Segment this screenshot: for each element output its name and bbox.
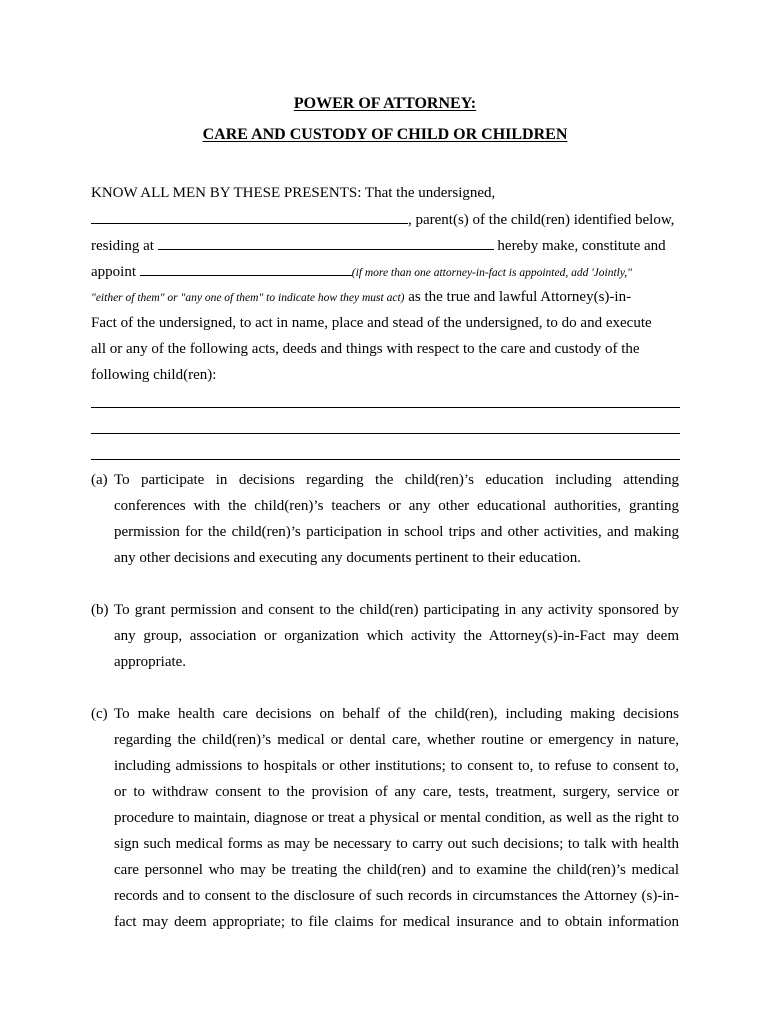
intro-line-5-text: as the true and lawful Attorney(s)-in-	[408, 289, 632, 305]
item-a-label: (a)	[91, 472, 108, 488]
intro-line-5	[91, 288, 679, 307]
intro-line-2	[91, 210, 679, 229]
child-name-line-1[interactable]	[91, 407, 680, 408]
item-b-line-1: To grant permission and consent to the child(ren) participating in any activity sponsored by	[114, 602, 679, 618]
item-c-line-2: regarding the child(ren)’s medical or dental care, whether routine or emergency in nature,	[114, 732, 679, 748]
item-b-line-3: appropriate.	[114, 654, 187, 670]
intro-line-3-label: residing at	[91, 238, 154, 254]
intro-line-6: Fact of the undersigned, to act in name, place and stead of the undersigned, to do and execute	[91, 315, 652, 331]
item-b-line-2: any group, association or organization which activity the Attorney(s)-in-Fact may deem	[114, 628, 679, 644]
intro-line-4	[91, 262, 679, 282]
item-a-line-4: any other decisions and executing any documents pertinent to their education.	[114, 550, 581, 566]
intro-line-7: all or any of the following acts, deeds and things with respect to the care and custody of the	[91, 341, 640, 357]
attorney-name-blank[interactable]	[140, 262, 352, 276]
residence-blank[interactable]	[158, 236, 494, 250]
intro-line-4-note: (if more than one attorney-in-fact is appointed, add 'Jointly,"	[351, 267, 633, 279]
intro-line-3-text: hereby make, constitute and	[497, 238, 666, 254]
document-subtitle: CARE AND CUSTODY OF CHILD OR CHILDREN	[202, 126, 568, 143]
intro-line-5-note: "either of them" or "any one of them" to indicate how they must act)	[91, 292, 405, 304]
item-c-line-4: or to withdraw consent to the provision of any care, tests, treatment, surgery, service or	[114, 784, 679, 800]
item-c-line-7: care personnel who may be treating the child(ren) and to examine the child(ren)’s medical	[114, 862, 679, 878]
parent-name-blank[interactable]	[91, 210, 408, 224]
item-a-line-1: To participate in decisions regarding the child(ren)’s education including attending	[114, 472, 679, 488]
item-b-label: (b)	[91, 602, 109, 618]
child-name-line-2[interactable]	[91, 433, 680, 434]
intro-line-2-text: , parent(s) of the child(ren) identified below,	[408, 212, 675, 228]
item-c-line-8: records and to consent to the disclosure of such records in circumstances the Attorney (s)-in-	[114, 888, 679, 904]
item-c-line-1: To make health care decisions on behalf of the child(ren), including making decisions	[114, 706, 679, 722]
intro-line-1: KNOW ALL MEN BY THESE PRESENTS: That the undersigned,	[91, 185, 496, 201]
item-a-line-2: conferences with the child(ren)’s teachers or any other educational authorities, granting	[114, 498, 679, 514]
intro-line-4-label: appoint	[91, 264, 136, 280]
intro-line-8: following child(ren):	[91, 367, 217, 383]
item-c-line-6: sign such medical forms as may be necessary to carry out such decisions; to talk with health	[114, 836, 679, 852]
item-c-line-9: fact may deem appropriate; to file claims for medical insurance and to obtain information	[114, 914, 679, 930]
item-c-line-3: including admissions to hospitals or other institutions; to consent to, to refuse to consent to,	[114, 758, 679, 774]
child-name-line-3[interactable]	[91, 459, 680, 460]
item-c-line-5: procedure to maintain, diagnose or treat a physical or mental condition, as well as the right to	[114, 810, 679, 826]
item-c-label: (c)	[91, 706, 108, 722]
item-a-line-3: permission for the child(ren)’s participation in school trips and other activities, and making	[114, 524, 679, 540]
intro-line-3	[91, 236, 679, 255]
document-title: POWER OF ATTORNEY:	[293, 95, 477, 112]
